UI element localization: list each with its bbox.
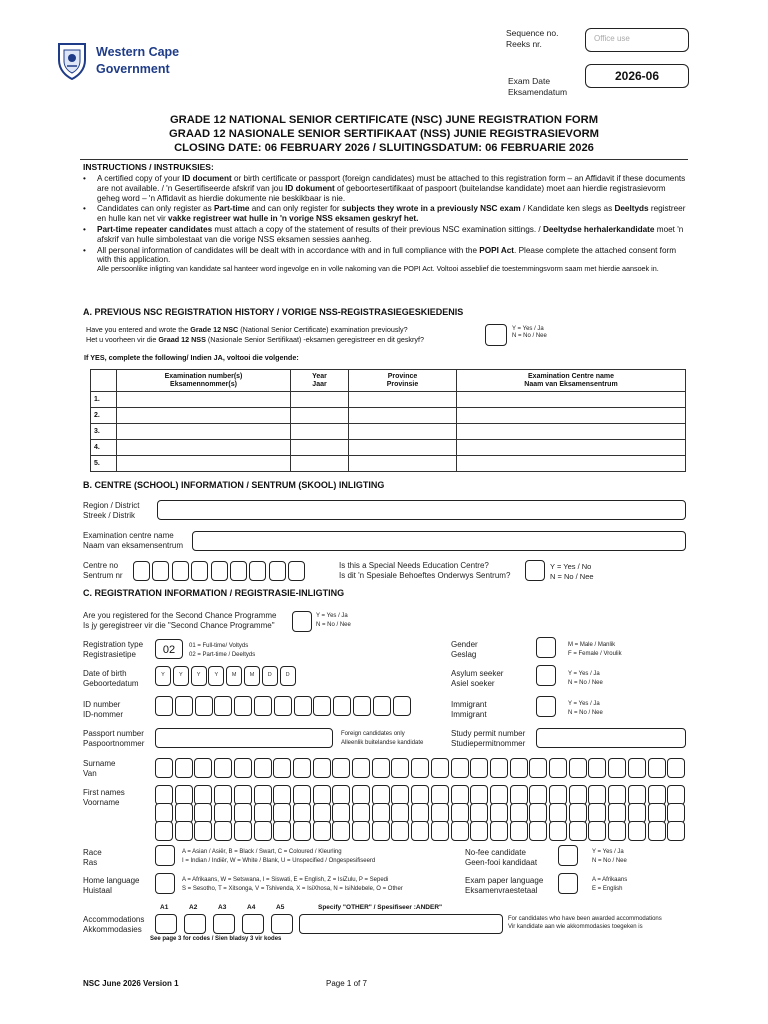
first-names-box[interactable] [234, 803, 252, 823]
history-table-header [91, 370, 686, 392]
footer-version: NSC June 2026 Version 1 [83, 979, 179, 988]
accommodation-box[interactable] [271, 914, 293, 934]
first-names-box[interactable] [372, 785, 390, 805]
passport-input[interactable] [155, 728, 333, 748]
centre-name-label: Examination centre name Naam van eksamensentrum [83, 531, 184, 550]
first-names-box[interactable] [214, 785, 232, 805]
col-centre-name: Examination Centre name Naam van Eksamensentrum [457, 370, 686, 392]
region-label: Region / District Streek / Distrik [83, 501, 140, 520]
first-names-box[interactable] [332, 821, 350, 841]
first-names-box[interactable] [391, 803, 409, 823]
instruction-2: • Candidates can only register as Part-time and can only register for subjects they wrote in a previously NSC exam / Kandidate ken slegs as Deeltyds registreer en hulle kan net vir vakke registreer wat hulle in 'n vorige NSS eksamen geskryf het. [83, 204, 686, 224]
immigrant-label: Immigrant Immigrant [451, 700, 487, 719]
special-needs-checkbox[interactable] [525, 560, 545, 581]
first-names-box[interactable] [391, 785, 409, 805]
first-names-box[interactable] [431, 803, 449, 823]
gender-label: Gender Geslag [451, 640, 478, 659]
centre-name-input[interactable] [192, 531, 686, 551]
registration-type-options: 01 = Full-time/ Voltyds 02 = Part-time / Deeltyds [189, 643, 256, 658]
previous-nsc-options: Y = Yes / Ja N = No / Nee [512, 326, 547, 339]
first-names-box[interactable] [628, 785, 646, 805]
first-names-box[interactable] [352, 803, 370, 823]
first-names-box[interactable] [411, 785, 429, 805]
special-needs-options: Y = Yes / No N = No / Nee [550, 562, 594, 581]
race-checkbox[interactable] [155, 845, 175, 866]
centre-no-box[interactable] [269, 561, 286, 581]
first-names-box[interactable] [155, 803, 173, 823]
logo-line1: Western Cape [96, 45, 180, 59]
first-names-box[interactable] [510, 785, 528, 805]
id-number-box[interactable] [333, 696, 351, 716]
office-use-field[interactable] [585, 28, 689, 52]
first-names-box[interactable] [529, 821, 547, 841]
col-year: Year Jaar [291, 370, 349, 392]
first-names-box[interactable] [332, 803, 350, 823]
dob-box-placeholder: D [267, 672, 272, 678]
instructions-list [83, 174, 689, 274]
see-page-note: See page 3 for codes / Sien bladsy 3 vir kodes [150, 936, 282, 942]
asylum-options: Y = Yes / Ja N = No / Nee [568, 671, 603, 686]
first-names-box[interactable] [214, 803, 232, 823]
first-names-box[interactable] [628, 803, 646, 823]
dob-box-placeholder: Y [196, 672, 201, 678]
exam-date-label: Exam Date Eksamendatum [508, 76, 568, 97]
first-names-box[interactable] [431, 821, 449, 841]
specify-other-label: Specify "OTHER" / Spesifiseer :ANDER" [318, 904, 443, 911]
section-a-heading: A. PREVIOUS NSC REGISTRATION HISTORY / VORIGE NSS-REGISTRASIEGESKIEDENIS [83, 307, 464, 317]
immigrant-checkbox[interactable] [536, 696, 556, 717]
first-names-box[interactable] [313, 821, 331, 841]
second-chance-checkbox[interactable] [292, 611, 312, 632]
race-label: Race Ras [83, 848, 102, 867]
first-names-box[interactable] [352, 785, 370, 805]
accommodation-box[interactable] [213, 914, 235, 934]
first-names-box[interactable] [411, 821, 429, 841]
first-names-box[interactable] [529, 803, 547, 823]
home-language-label: Home language Huistaal [83, 876, 140, 895]
accommodations-label: Accommodations Akkommodasies [83, 915, 145, 934]
first-names-box[interactable] [667, 821, 685, 841]
instruction-3: • Part-time repeater candidates must attach a copy of the statement of results of their previous NSC examination sittings. / Deeltydse herhalerkandidate moet 'n afskrif van hulle simbolestaat van die vorige NSS eksamen sessies aanheg. [83, 224, 684, 244]
first-names-box[interactable] [293, 821, 311, 841]
dob-box[interactable] [173, 666, 189, 686]
first-names-box[interactable] [175, 821, 193, 841]
surname-box[interactable] [391, 758, 409, 778]
special-needs-question: Is this a Special Needs Education Centre? Is dit 'n Spesiale Behoeftes Onderwys Sentrum? [339, 561, 511, 580]
first-names-box[interactable] [667, 803, 685, 823]
gender-checkbox[interactable] [536, 637, 556, 658]
first-names-box[interactable] [273, 785, 291, 805]
surname-label: Surname Van [83, 759, 116, 778]
first-names-box[interactable] [628, 821, 646, 841]
first-names-box[interactable] [175, 803, 193, 823]
accommodation-box[interactable] [155, 914, 177, 934]
instruction-1: • A certified copy of your ID document or birth certificate or passport (foreign candidates) must be attached to this registration form – an Affidavit if these documents are not available. / 'n Gesertifiseerde afskrif van jou ID dokument of geboortesertifikaat of paspoort (buitelandse kandidate) moet aan hierdie registrasievorm geheg word – 'n Affidavit as hierdie dokumente nie beskikbaar is nie. [83, 174, 686, 203]
first-names-box[interactable] [234, 821, 252, 841]
no-fee-checkbox[interactable] [558, 845, 578, 866]
surname-box[interactable] [490, 758, 508, 778]
immigrant-options: Y = Yes / Ja N = No / Nee [568, 701, 603, 716]
id-number-box[interactable] [373, 696, 391, 716]
col-exam-number: Examination number(s) Eksamennommer(s) [117, 370, 291, 392]
table-row: 5. [91, 456, 686, 472]
first-names-box[interactable] [667, 785, 685, 805]
registration-type-label: Registration type Registrasietipe [83, 640, 144, 659]
centre-no-box[interactable] [211, 561, 228, 581]
office-use-placeholder: Office use [594, 34, 630, 43]
id-number-box[interactable] [195, 696, 213, 716]
first-names-box[interactable] [155, 785, 173, 805]
surname-box[interactable] [510, 758, 528, 778]
id-number-box[interactable] [294, 696, 312, 716]
home-language-checkbox[interactable] [155, 873, 175, 894]
accommodation-column-label: A5 [276, 904, 285, 911]
passport-label: Passport number Paspoortnommer [83, 729, 145, 748]
accommodations-note: For candidates who have been awarded accommodations Vir kandidate aan wie akkommodasies toegeken is [508, 916, 662, 930]
form-title [0, 113, 768, 155]
first-names-box[interactable] [411, 803, 429, 823]
accommodation-column-label: A4 [247, 904, 256, 911]
id-number-box[interactable] [353, 696, 371, 716]
sequence-label: Sequence no. Reeks nr. [506, 28, 559, 49]
exam-paper-language-label: Exam paper language Eksamenvraestetaal [465, 876, 544, 895]
first-names-box[interactable] [529, 785, 547, 805]
accommodation-column-label: A3 [218, 904, 227, 911]
id-number-box[interactable] [393, 696, 411, 716]
first-names-box[interactable] [549, 821, 567, 841]
first-names-box[interactable] [588, 785, 606, 805]
asylum-label: Asylum seeker Asiel soeker [451, 669, 504, 688]
first-names-box[interactable] [273, 803, 291, 823]
first-names-box[interactable] [588, 803, 606, 823]
surname-box[interactable] [470, 758, 488, 778]
table-row: 4. [91, 440, 686, 456]
asylum-checkbox[interactable] [536, 665, 556, 686]
logo [56, 40, 206, 84]
surname-box[interactable] [194, 758, 212, 778]
dob-box-placeholder: M [231, 672, 237, 678]
centre-no-box[interactable] [288, 561, 305, 581]
exam-paper-language-checkbox[interactable] [558, 873, 578, 894]
centre-no-box[interactable] [249, 561, 266, 581]
first-names-box[interactable] [648, 821, 666, 841]
instruction-4-afrikaans: Alle persoonlike inligting van kandidate sal hanteer word ingevolge en in volle nakoming van die POPI Act. Voltooi asseblief die toestemmingsvorm saam met hierdie aansoek in. [97, 264, 659, 274]
id-number-box[interactable] [274, 696, 292, 716]
surname-box[interactable] [411, 758, 429, 778]
accommodation-box[interactable] [242, 914, 264, 934]
centre-no-box[interactable] [230, 561, 247, 581]
dob-box[interactable] [280, 666, 296, 686]
first-names-box[interactable] [451, 785, 469, 805]
surname-box[interactable] [372, 758, 390, 778]
first-names-box[interactable] [254, 803, 272, 823]
surname-box[interactable] [352, 758, 370, 778]
section-b-heading: B. CENTRE (SCHOOL) INFORMATION / SENTRUM (SKOOL) INLIGTING [83, 480, 385, 490]
centre-no-box[interactable] [152, 561, 169, 581]
study-permit-input[interactable] [536, 728, 686, 748]
instruction-4: • All personal information of candidates will be dealt with in accordance with and in full compliance with the POPI Act. Please complete the attached consent form with this application. [83, 245, 677, 265]
previous-nsc-checkbox[interactable] [485, 324, 507, 346]
first-names-box[interactable] [470, 803, 488, 823]
id-number-label: ID number ID-nommer [83, 700, 124, 719]
first-names-box[interactable] [608, 821, 626, 841]
first-names-box[interactable] [194, 785, 212, 805]
first-names-box[interactable] [588, 821, 606, 841]
surname-box[interactable] [588, 758, 606, 778]
first-names-box[interactable] [155, 821, 173, 841]
first-names-box[interactable] [313, 803, 331, 823]
first-names-box[interactable] [569, 785, 587, 805]
id-number-box[interactable] [175, 696, 193, 716]
first-names-box[interactable] [490, 803, 508, 823]
centre-no-label: Centre no Sentrum nr [83, 561, 123, 580]
first-names-box[interactable] [451, 803, 469, 823]
surname-box[interactable] [451, 758, 469, 778]
first-names-box[interactable] [273, 821, 291, 841]
first-names-box[interactable] [175, 785, 193, 805]
col-province: Province Provinsie [349, 370, 457, 392]
dob-box[interactable] [208, 666, 224, 686]
first-names-box[interactable] [391, 821, 409, 841]
dob-box-placeholder: Y [214, 672, 219, 678]
dob-box-placeholder: Y [161, 672, 165, 678]
first-names-box[interactable] [293, 803, 311, 823]
first-names-label: First names Voorname [83, 788, 125, 807]
surname-box[interactable] [155, 758, 173, 778]
first-names-box[interactable] [608, 803, 626, 823]
surname-box[interactable] [214, 758, 232, 778]
dob-box[interactable] [262, 666, 278, 686]
first-names-box[interactable] [569, 803, 587, 823]
first-names-box[interactable] [549, 803, 567, 823]
first-names-box[interactable] [234, 785, 252, 805]
first-names-box[interactable] [372, 821, 390, 841]
instructions-heading: INSTRUCTIONS / INSTRUKSIES: [83, 162, 214, 172]
previous-nsc-question: Have you entered and wrote the Grade 12 NSC (National Senior Certificate) examination previously? Het u voorheen vir die Graad 12 NSS (Nasionale Senior Sertifikaat) -eksamen geregistreer en dit geskryf? [86, 325, 424, 344]
accommodation-column-label: A2 [189, 904, 198, 911]
surname-box[interactable] [529, 758, 547, 778]
first-names-box[interactable] [352, 821, 370, 841]
title-line3: CLOSING DATE: 06 FEBRUARY 2026 / SLUITINGSDATUM: 06 FEBRUARIE 2026 [174, 142, 594, 154]
second-chance-question: Are you registered for the Second Chance Programme Is jy geregistreer vir die "Second Chance Programme" [83, 611, 277, 630]
dob-box[interactable] [244, 666, 260, 686]
accommodation-box[interactable] [184, 914, 206, 934]
first-names-box[interactable] [293, 785, 311, 805]
id-number-box[interactable] [214, 696, 232, 716]
surname-box[interactable] [549, 758, 567, 778]
registration-type-value: 02 [162, 644, 176, 656]
first-names-box[interactable] [254, 785, 272, 805]
surname-box[interactable] [628, 758, 646, 778]
first-names-box[interactable] [608, 785, 626, 805]
history-table [90, 369, 686, 472]
exam-paper-language-options: A = Afrikaans E = English [592, 877, 628, 892]
surname-box[interactable] [667, 758, 685, 778]
surname-box[interactable] [234, 758, 252, 778]
study-permit-label: Study permit number Studiepermitnommer [451, 729, 526, 748]
registration-type-field[interactable] [155, 639, 183, 659]
exam-date-value: 2026-06 [614, 69, 660, 83]
centre-no-box[interactable] [133, 561, 150, 581]
title-line2: GRAAD 12 NASIONALE SENIOR SERTIFIKAAT (NSS) JUNIE REGISTRASIEVORM [169, 128, 599, 140]
first-names-box[interactable] [254, 821, 272, 841]
dob-box[interactable] [226, 666, 242, 686]
id-number-box[interactable] [313, 696, 331, 716]
dob-label: Date of birth Geboortedatum [83, 669, 139, 688]
logo-line2: Government [96, 62, 170, 76]
table-row: 2. [91, 408, 686, 424]
if-yes-instruction: If YES, complete the following/ Indien JA, voltooi die volgende: [84, 353, 299, 362]
surname-box[interactable] [332, 758, 350, 778]
id-number-box[interactable] [234, 696, 252, 716]
first-names-box[interactable] [470, 785, 488, 805]
region-input[interactable] [157, 500, 686, 520]
surname-box[interactable] [175, 758, 193, 778]
first-names-box[interactable] [313, 785, 331, 805]
race-options: A = Asian / Asiër, B = Black / Swart, C = Coloured / Kleurling I = Indian / Indiër, W = White / Blank, U = Unspecified / Ongespesifiseerd [182, 849, 376, 864]
first-names-box[interactable] [451, 821, 469, 841]
first-names-box[interactable] [194, 803, 212, 823]
coat-of-arms-icon [56, 40, 88, 80]
dob-box-placeholder: D [285, 672, 290, 678]
first-names-box[interactable] [549, 785, 567, 805]
surname-box[interactable] [273, 758, 291, 778]
surname-box[interactable] [254, 758, 272, 778]
first-names-box[interactable] [569, 821, 587, 841]
dob-box-placeholder: M [249, 672, 255, 678]
dob-box[interactable] [155, 666, 171, 686]
surname-box[interactable] [648, 758, 666, 778]
exam-date-field [585, 64, 689, 88]
home-language-options: A = Afrikaans, W = Setswana, I = Siswati, E = English, Z = IsiZulu, P = Sepedi S = Sesotho, T = Xitsonga, V = Tshivenda, X = IsiXhosa, N = IsiNdebele, O = Other [182, 877, 403, 892]
title-line1: GRADE 12 NATIONAL SENIOR CERTIFICATE (NSC) JUNE REGISTRATION FORM [169, 114, 599, 126]
first-names-box[interactable] [332, 785, 350, 805]
id-number-box[interactable] [155, 696, 173, 716]
centre-no-box[interactable] [172, 561, 189, 581]
first-names-box[interactable] [648, 785, 666, 805]
footer-page: Page 1 of 7 [326, 979, 367, 988]
specify-other-input[interactable] [299, 914, 503, 934]
first-names-box[interactable] [470, 821, 488, 841]
no-fee-options: Y = Yes / Ja N = No / Nee [592, 849, 627, 864]
first-names-box[interactable] [510, 803, 528, 823]
no-fee-label: No-fee candidate Geen-fooi kandidaat [465, 848, 538, 867]
dob-box[interactable] [191, 666, 207, 686]
first-names-box[interactable] [194, 821, 212, 841]
surname-box[interactable] [431, 758, 449, 778]
first-names-box[interactable] [510, 821, 528, 841]
first-names-box[interactable] [648, 803, 666, 823]
id-number-box[interactable] [254, 696, 272, 716]
first-names-box[interactable] [490, 821, 508, 841]
table-row: 3. [91, 424, 686, 440]
second-chance-options: Y = Yes / Ja N = No / Nee [316, 613, 351, 628]
title-divider [80, 159, 688, 160]
dob-box-placeholder: Y [178, 672, 183, 678]
table-row: 1. [91, 392, 686, 408]
first-names-box[interactable] [372, 803, 390, 823]
first-names-box[interactable] [214, 821, 232, 841]
first-names-box[interactable] [431, 785, 449, 805]
surname-box[interactable] [569, 758, 587, 778]
section-c-heading: C. REGISTRATION INFORMATION / REGISTRASIE-INLIGTING [83, 588, 345, 598]
foreign-only-note: Foreign candidates only Alleenlik buitelandse kandidate [341, 731, 424, 746]
gender-options: M = Male / Manlik F = Female / Vroulik [568, 642, 622, 657]
surname-box[interactable] [608, 758, 626, 778]
first-names-box[interactable] [490, 785, 508, 805]
surname-box[interactable] [293, 758, 311, 778]
accommodation-column-label: A1 [160, 904, 169, 911]
centre-no-box[interactable] [191, 561, 208, 581]
surname-box[interactable] [313, 758, 331, 778]
